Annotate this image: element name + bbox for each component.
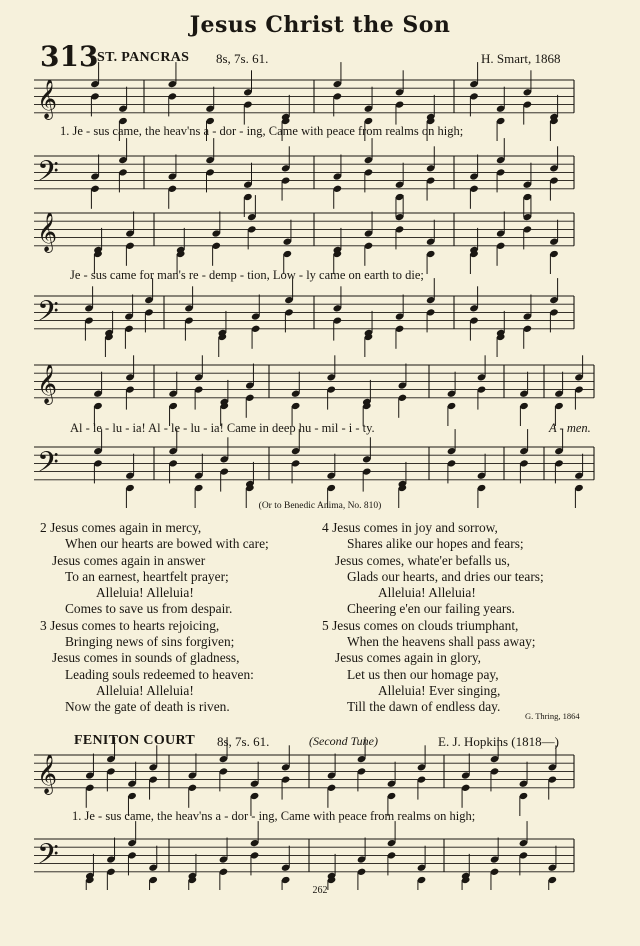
verse-line: Leading souls redeemed to heaven: [65,666,254,682]
tune2-name: FENITON COURT [74,733,195,748]
verse-line: Jesus comes in sounds of gladness, [52,650,240,666]
verse-line: To an earnest, heartfelt prayer; [65,568,229,584]
bass-clef-icon: 𝄢 [37,155,59,195]
verse-line: Now the gate of death is riven. [65,699,230,715]
lyric-line-2: Je - sus came for man's re - demp - tion, Low - ly came on earth to die; [70,268,424,282]
amen-label: A - men. [549,421,591,435]
verse-3 [40,618,269,716]
verses-right-column [322,520,544,716]
alternate-tune-note: (Or to Benedic Anima, No. 810) [258,501,382,511]
treble-clef-icon: 𝄞 [37,79,58,119]
verse-line: Jesus comes in joy and sorrow, [332,520,498,535]
hymn-number: 313 [40,40,99,73]
verse-line: Bringing news of sins forgiven; [65,634,235,650]
verse-2 [40,520,269,618]
verse-line: Glads our hearts, and dries our tears; [347,568,544,584]
tune-meter: 8s, 7s. 61. [216,51,269,66]
verse-line: Jesus comes again in glory, [335,650,482,666]
verse-5 [322,618,544,716]
verse-line: Jesus comes, whate'er befalls us, [335,552,510,568]
verse-4 [322,520,544,618]
verse-line: Alleluia! Alleluia! [96,585,194,601]
verse-line: Jesus comes on clouds triumphant, [332,617,519,633]
verse-line: Alleluia! Alleluia! [378,585,476,601]
verses-left-column [40,520,269,716]
treble-clef-icon: 𝄞 [37,212,58,252]
verse-line: Cheering e'en our failing years. [347,601,515,617]
verse-line: When our hearts are bowed with care; [65,536,269,552]
tune2-meter: 8s, 7s. 61. [217,734,270,749]
page-number: 262 [312,885,328,896]
hymn-title: Jesus Christ the Son [189,12,451,38]
verse-line: When the heavens shall pass away; [347,634,536,650]
lyric-line-1: 1. Je - sus came, the heav'ns a - dor - ing, Came with peace from realms on high; [60,124,464,138]
verse-line: Jesus comes again in answer [52,552,206,568]
tune-name: ST. PANCRAS [97,50,190,65]
verse-number: 5 [322,617,329,633]
verse-number: 2 [40,520,47,535]
verse-line: Comes to save us from despair. [65,601,233,617]
music-score [34,60,606,890]
tune2-composer: E. J. Hopkins (1818—) [438,734,559,749]
verse-line: Alleluia! Alleluia! [96,682,194,698]
tune2-lyric-line: 1. Je - sus came, the heav'ns a - dor - ing, Came with peace from realms on high; [72,809,476,823]
bass-clef-icon: 𝄢 [37,838,59,878]
verse-line: Till the dawn of endless day. [347,699,501,715]
verse-line: Let us then our homage pay, [347,666,499,682]
verse-number: 3 [40,617,47,633]
treble-clef-icon: 𝄞 [37,364,58,404]
bass-clef-icon: 𝄢 [37,295,59,335]
verse-line: Shares alike our hopes and fears; [347,536,524,552]
treble-clef-icon: 𝄞 [37,754,58,794]
bass-clef-icon: 𝄢 [37,446,59,486]
verse-line: Jesus comes to hearts rejoicing, [50,617,220,633]
lyric-line-3: Al - le - lu - ia! Al - le - lu - ia! Came in deep hu - mil - i - ty. [70,421,375,435]
tune-composer: H. Smart, 1868 [481,51,561,66]
verse-line: Jesus comes again in mercy, [50,520,202,535]
tune2-label: (Second Tune) [309,734,378,748]
verse-line: Alleluia! Ever singing, [378,682,501,698]
verse-number: 4 [322,520,329,535]
author-credit: G. Thring, 1864 [525,711,580,721]
